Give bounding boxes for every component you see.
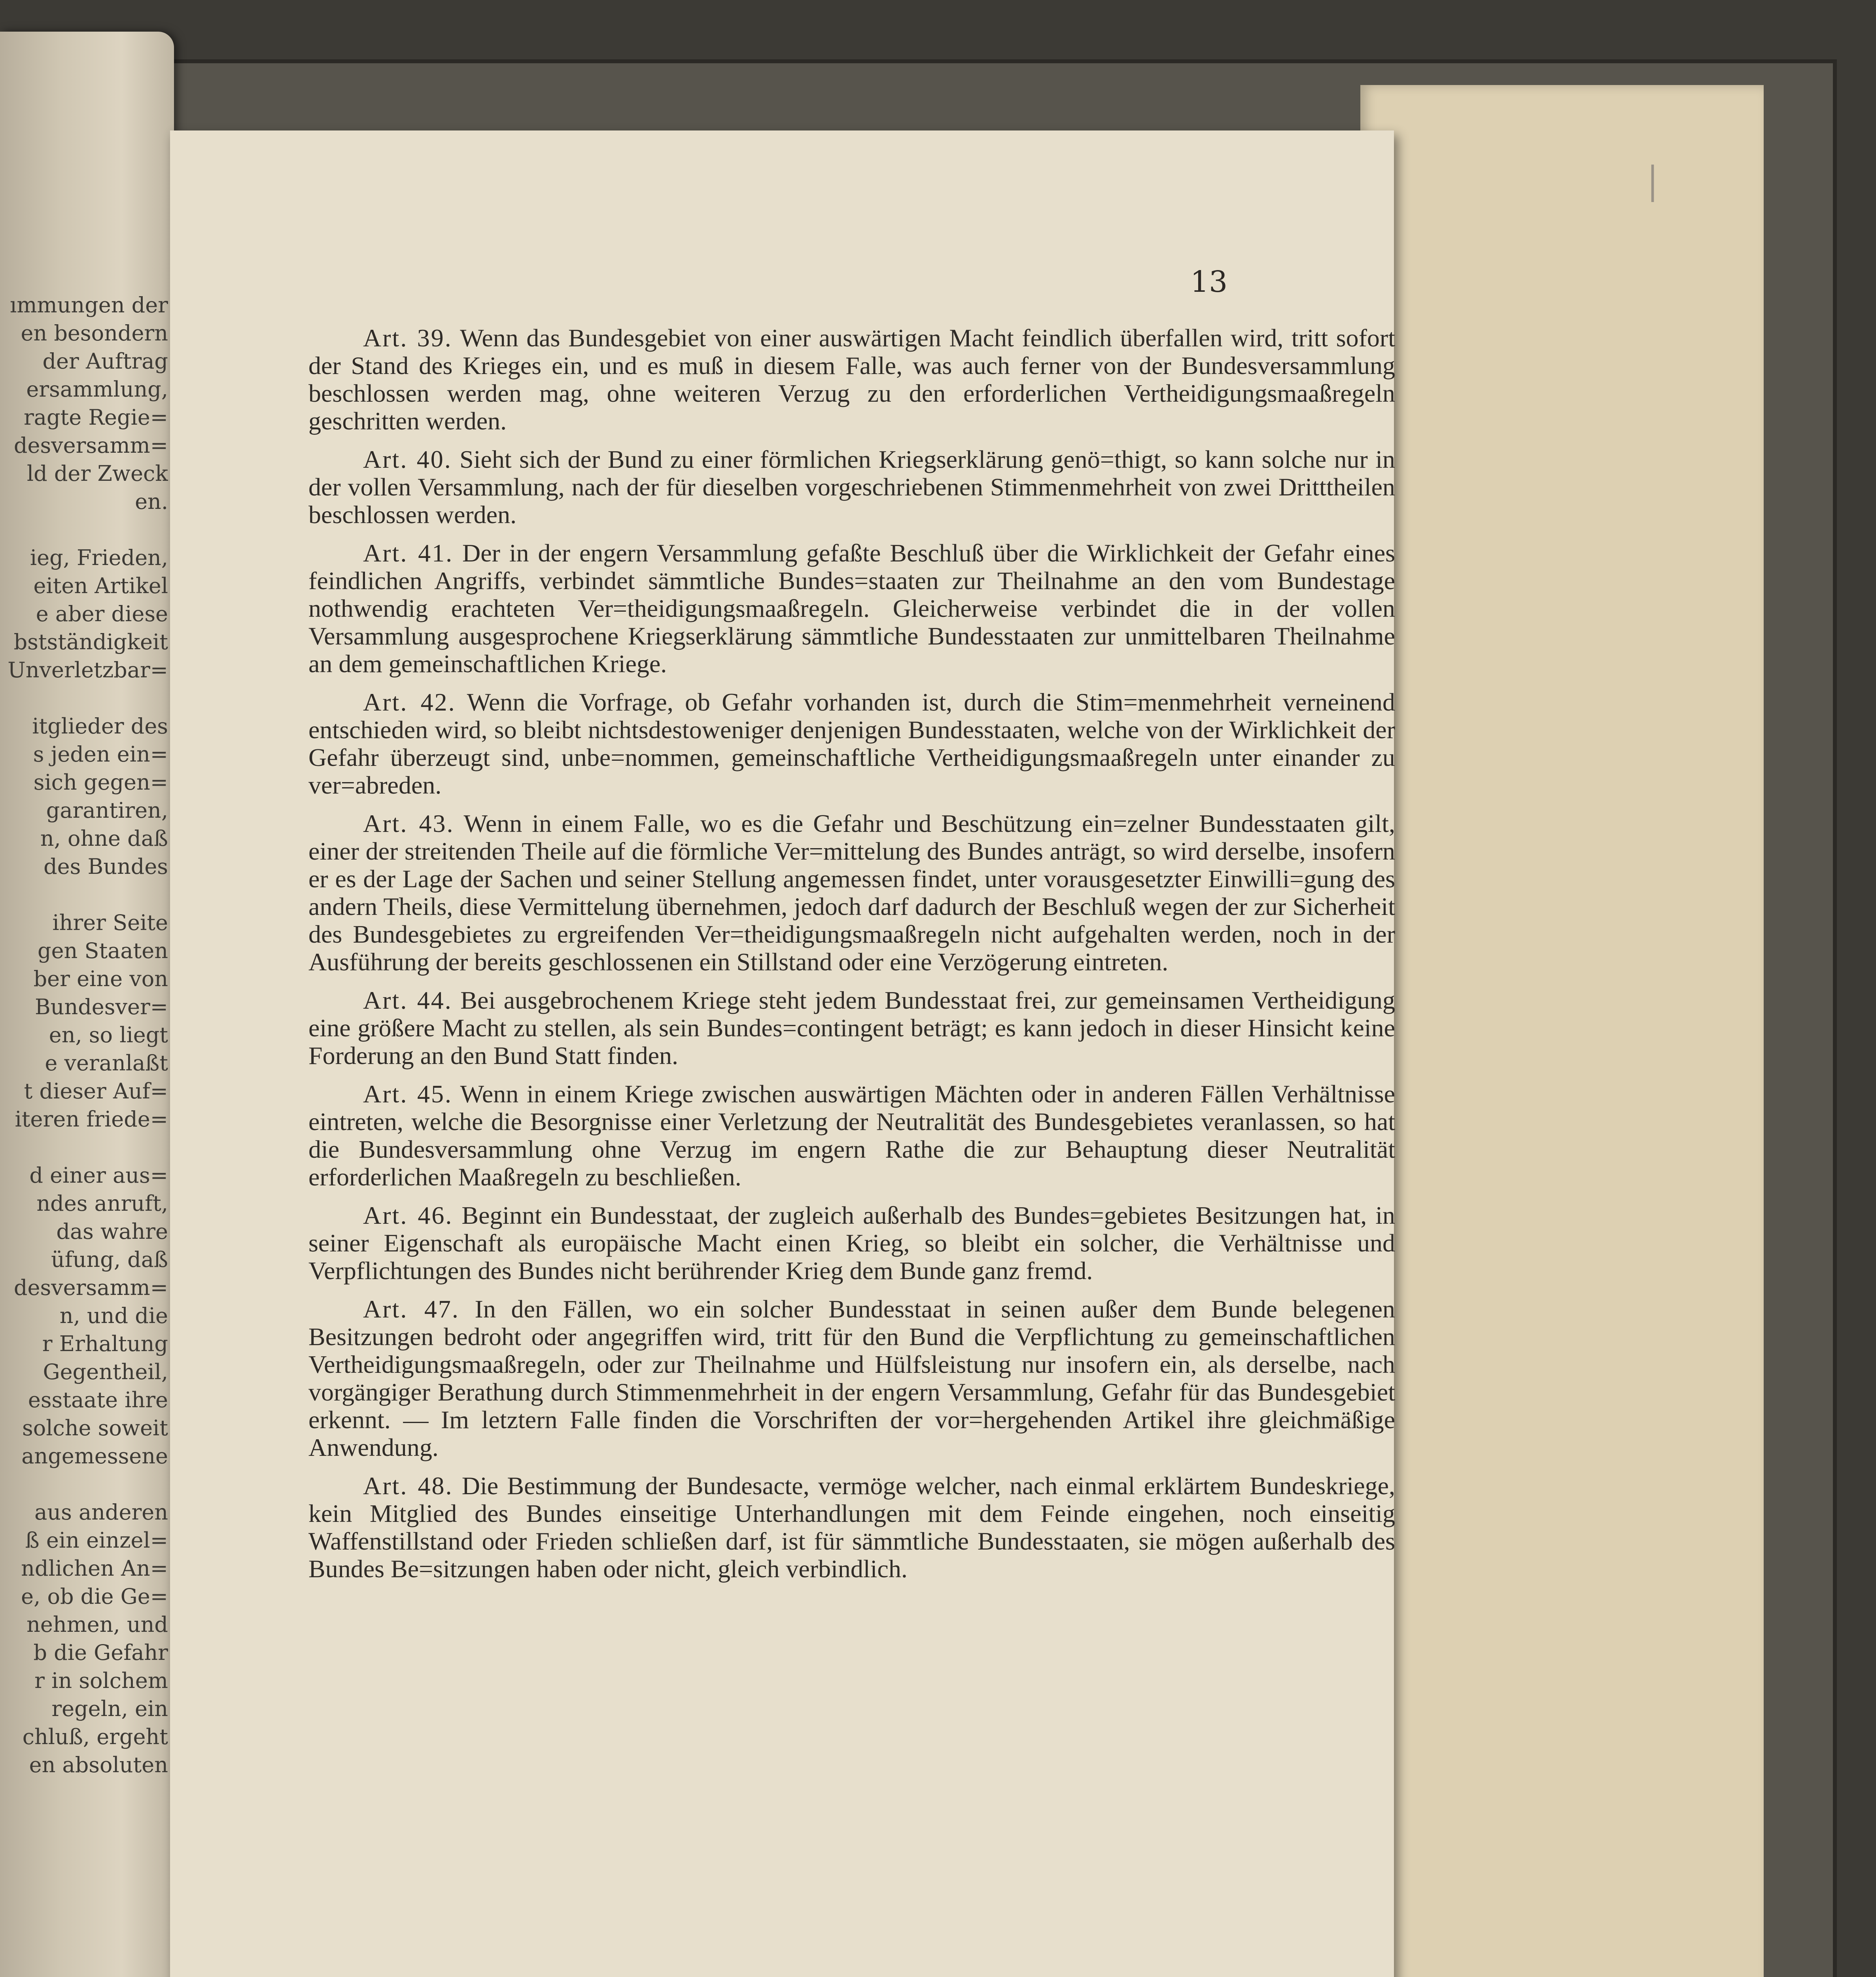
left-page-text-line: itglieder des — [32, 714, 168, 739]
article-44 — [308, 987, 1395, 1070]
left-page-text-line: ld der Zweck — [26, 461, 168, 486]
left-page-text-line: b die Gefahr — [33, 1640, 168, 1665]
left-page-text-line: regeln, ein — [51, 1696, 168, 1721]
left-page-text-line: desversamm= — [13, 433, 168, 458]
article-label: Art. 47. — [363, 1295, 460, 1323]
left-page-text-line: Gegentheil, — [43, 1359, 168, 1384]
left-page-text-line: bstständigkeit — [13, 629, 168, 654]
shelfmark-numeral: I — [1645, 154, 1660, 214]
left-page-text-line: sich gegen= — [33, 770, 168, 795]
article-label: Art. 41. — [363, 539, 454, 567]
article-label: Art. 40. — [363, 445, 452, 473]
left-page-text-line: n, ohne daß — [40, 826, 168, 851]
left-page-text-line: angemessene — [21, 1444, 168, 1469]
left-page-text-line: e, ob die Ge= — [21, 1584, 168, 1609]
left-page-text-line: des Bundes — [43, 854, 168, 879]
left-page-text-line: ß ein einzel= — [25, 1528, 168, 1553]
article-label: Art. 48. — [363, 1472, 453, 1500]
article-45 — [308, 1080, 1395, 1191]
article-48 — [308, 1472, 1395, 1583]
article-46 — [308, 1202, 1395, 1285]
left-page-text-line: das wahre — [56, 1219, 168, 1244]
article-body: Wenn das Bundesgebiet von einer auswärtigen Macht feindlich überfallen wird, tritt sofort der Stand des Krieges ein, und es muß in diesem Falle, was auch ferner von der Bundesversammlung beschlossen werden mag, ohne weiteren Verzug zu den erforderlichen Vertheidigungsmaaßregeln geschritten werden. — [308, 324, 1396, 435]
left-page-text-line: ihrer Seite — [52, 910, 168, 935]
left-page-text-line: solche soweit — [22, 1416, 168, 1440]
article-body: Die Bestimmung der Bundesacte, vermöge welcher, nach einmal erklärtem Bundeskriege, kein Mitglied des Bundes einseitige Unterhandlungen mit dem Feinde eingehen, noch einseitig Waffenstillstand oder Frieden schließen darf, ist für sämmtliche Bundesstaaten, sie mögen außerhalb des Bundes Be=sitzungen haben oder nicht, gleich verbindlich. — [308, 1472, 1396, 1583]
left-page-text-line: ieg, Frieden, — [30, 545, 168, 570]
article-label: Art. 43. — [363, 809, 454, 837]
left-page-text-line: r Erhaltung — [42, 1331, 168, 1356]
article-body: Der in der engern Versammlung gefaßte Beschluß über die Wirklichkeit der Gefahr eines feindlichen Angriffs, verbindet sämmtliche Bundes=staaten zur Theilnahme an den vom Bundestage nothwendig erachteten Ver=theidigungsmaaßregeln. Gleicherweise verbindet die in der vollen Versammlung ausgesprochene Kriegserklärung sämmtliche Bundesstaaten zur unmittelbaren Theilnahme an dem gemeinschaftlichen Kriege. — [308, 539, 1396, 678]
document-page — [170, 130, 1394, 1977]
left-page-text-line: esstaate ihre — [28, 1387, 168, 1412]
article-label: Art. 46. — [363, 1201, 453, 1229]
article-47 — [308, 1295, 1395, 1461]
article-41 — [308, 539, 1395, 678]
article-40 — [308, 446, 1395, 529]
article-label: Art. 44. — [363, 986, 452, 1014]
article-body: Wenn in einem Falle, wo es die Gefahr und Beschützung ein=zelner Bundesstaaten gilt, einer der streitenden Theile auf die förmliche Ver=mittelung des Bundes anträgt, so wird derselbe, insofern er es der Lage der Sachen und seiner Stellung angemessen findet, unter vorausgesetzter Einwilli=gung des andern Theils, diese Vermittelung übernehmen, jedoch darf dadurch der Beschluß wegen der zur Sicherheit des Bundesgebietes zu ergreifenden Ver=theidigungsmaaßregeln nicht aufgehalten werden, noch in der Ausführung der bereits geschlossenen ein Stillstand oder eine Verzögerung eintreten. — [308, 809, 1396, 976]
endpaper — [1360, 85, 1764, 1977]
article-text-block — [308, 324, 1395, 1593]
left-page-text-line: nehmen, und — [26, 1612, 168, 1637]
left-page-text-line: s jeden ein= — [33, 742, 168, 767]
article-42 — [308, 688, 1395, 799]
left-page-text-line: Bundesver= — [35, 994, 168, 1019]
left-page-text-line: en, so liegt — [49, 1023, 168, 1047]
left-page-text-line: ber eine von — [33, 966, 168, 991]
left-page-text-line: en. — [135, 489, 168, 514]
left-page-text-line: e aber diese — [36, 601, 168, 626]
left-page-text-line: ndes anruft, — [36, 1191, 168, 1216]
left-page-text-line: iteren friede= — [15, 1107, 168, 1132]
left-page-text-line: der Auftrag — [42, 349, 168, 374]
article-label: Art. 42. — [363, 688, 456, 716]
left-page-text-line: e veranlaßt — [45, 1051, 168, 1075]
article-body: Wenn die Vorfrage, ob Gefahr vorhanden ist, durch die Stim=menmehrheit verneinend entschieden wird, so bleibt nichtsdestoweniger denjenigen Bundesstaaten, welche von der Wirklichkeit der Gefahr überzeugt sind, unbe=nommen, gemeinschaftliche Vertheidigungsmaaßregeln unter einander zu ver=abreden. — [308, 688, 1396, 799]
left-page-text-line: t dieser Auf= — [24, 1079, 168, 1104]
left-page-text-line: üfung, daß — [51, 1247, 168, 1272]
article-body: Sieht sich der Bund zu einer förmlichen Kriegserklärung genö=thigt, so kann solche nur in der vollen Versammlung, nach der für dieselben vorgeschriebenen Stimmenmehrheit von zwei Dritttheilen beschlossen werden. — [308, 445, 1396, 529]
article-43 — [308, 810, 1395, 976]
left-page-text-line: desversamm= — [13, 1275, 168, 1300]
left-page-text-line: gen Staaten — [38, 938, 168, 963]
left-page-text-line: en absoluten — [29, 1752, 168, 1777]
left-page-text-line: ımmungen der — [9, 293, 168, 318]
left-page-text-line: r in solchem — [34, 1668, 168, 1693]
article-label: Art. 39. — [363, 324, 452, 352]
page-number: 13 — [1190, 265, 1228, 299]
left-page-text-line: ragte Regie= — [23, 405, 168, 430]
article-body: Beginnt ein Bundesstaat, der zugleich außerhalb des Bundes=gebietes Besitzungen hat, in seiner Eigenschaft als europäische Macht einen Krieg, so bleibt ein solcher, die Verhältnisse und Verpflichtungen des Bundes nicht berührender Krieg dem Bunde ganz fremd. — [308, 1201, 1396, 1285]
article-label: Art. 45. — [363, 1080, 453, 1108]
article-body: Wenn in einem Kriege zwischen auswärtigen Mächten oder in anderen Fällen Verhältnisse eintreten, welche die Besorgnisse einer Verletzung der Neutralität des Bundesgebietes veranlassen, so hat die Bundesversammlung ohne Verzug im engern Rathe die zur Behauptung dieser Neutralität erforderlichen Maaßregeln zu beschließen. — [308, 1080, 1396, 1191]
article-body: Bei ausgebrochenem Kriege steht jedem Bundesstaat frei, zur gemeinsamen Vertheidigung eine größere Macht zu stellen, als sein Bundes=contingent beträgt; es kann jedoch in dieser Hinsicht keine Forderung an den Bund Statt finden. — [308, 986, 1396, 1070]
left-page-text-line: n, und die — [59, 1303, 168, 1328]
left-page-text-line: Unverletzbar= — [8, 658, 168, 682]
left-page-text-line: en besondern — [21, 321, 168, 346]
article-body: In den Fällen, wo ein solcher Bundesstaat in seinen außer dem Bunde belegenen Besitzungen bedroht oder angegriffen wird, tritt für den Bund die Verpflichtung zu gemeinschaftlichen Vertheidigungsmaaßregeln, oder zur Theilnahme und Hülfsleistung nur insofern ein, als derselbe, nach vorgängiger Berathung durch Stimmenmehrheit in der engern Versammlung, Gefahr für das Bundesgebiet erkennt. — Im letztern Falle finden die Vorschriften der vor=hergehenden Artikel ihre gleichmäßige Anwendung. — [308, 1295, 1396, 1461]
left-page-text-line: aus anderen — [34, 1500, 168, 1525]
left-page-text-line: d einer aus= — [29, 1163, 168, 1188]
left-page-text-line: eiten Artikel — [33, 573, 168, 598]
left-page-text-line: ndlichen An= — [21, 1556, 168, 1581]
article-39 — [308, 324, 1395, 435]
left-page-text-line: ersammlung, — [26, 377, 168, 402]
left-page-text-line: chluß, ergeht — [22, 1724, 168, 1749]
left-page-text-line: garantiren, — [46, 798, 168, 823]
left-page-edge — [0, 32, 174, 1977]
